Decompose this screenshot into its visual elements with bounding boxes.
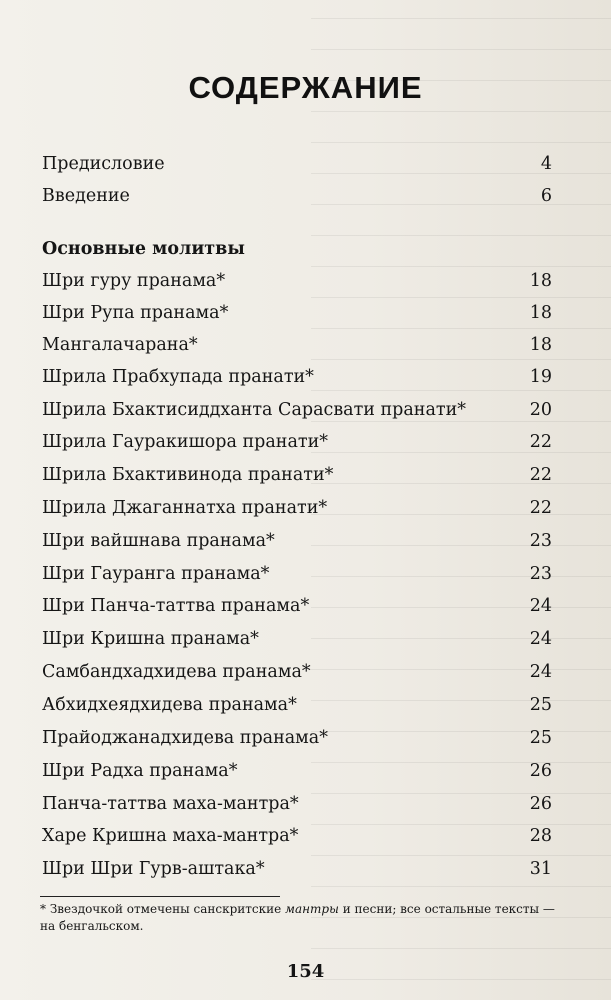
toc-page-number: 24 bbox=[529, 596, 552, 616]
footnote-text-end: и песни; все остальные тексты — на бенгальском. bbox=[40, 902, 555, 933]
toc-entry-label: Шри Радха пранама* bbox=[42, 761, 238, 781]
toc-entry-label: Предисловие bbox=[42, 154, 165, 174]
footnote-divider bbox=[40, 896, 280, 897]
toc-entry-label: Шрила Джаганнатха пранати* bbox=[42, 498, 328, 518]
footnote bbox=[40, 901, 565, 935]
toc-page-number: 28 bbox=[529, 826, 552, 846]
toc-page-number: 18 bbox=[529, 335, 552, 355]
toc-entry bbox=[42, 757, 562, 785]
toc-page-number: 25 bbox=[529, 728, 552, 748]
toc-entry bbox=[42, 428, 562, 456]
toc-entry bbox=[42, 822, 562, 850]
toc-page-number: 22 bbox=[529, 498, 552, 518]
toc-entry-label: Шри гуру пранама* bbox=[42, 271, 226, 291]
toc-entry-label: Харе Кришна маха-мантра* bbox=[42, 826, 299, 846]
toc-page-number: 25 bbox=[529, 695, 552, 715]
toc-entry-label: Шри Панча-таттва пранама* bbox=[42, 596, 310, 616]
toc-entry bbox=[42, 461, 562, 489]
toc-entry-label: Шри Кришна пранама* bbox=[42, 629, 259, 649]
toc-page-number: 24 bbox=[529, 662, 552, 682]
toc-page-number: 19 bbox=[529, 367, 552, 387]
toc-entry-label: Шри Шри Гурв-аштака* bbox=[42, 859, 265, 879]
toc-entry-label: Шрила Бхактивинода пранати* bbox=[42, 465, 334, 485]
toc-page-number: 18 bbox=[529, 303, 552, 323]
toc-entry bbox=[42, 527, 562, 555]
toc-page-number: 22 bbox=[529, 465, 552, 485]
toc-entry-label: Самбандхадхидева пранама* bbox=[42, 662, 311, 682]
toc-entry-label: Панча-таттва маха-мантра* bbox=[42, 794, 299, 814]
toc-entry-label: Шрила Бхактисиддханта Сарасвати пранати* bbox=[42, 400, 466, 420]
footnote-emphasis: мантры bbox=[285, 902, 339, 916]
toc-page-number: 23 bbox=[529, 531, 552, 551]
toc-entry-label: Введение bbox=[42, 186, 130, 206]
toc-entry bbox=[42, 267, 562, 295]
toc-page-number: 23 bbox=[529, 564, 552, 584]
toc-page-number: 6 bbox=[540, 186, 552, 206]
toc-page-number: 26 bbox=[529, 761, 552, 781]
toc-entry bbox=[42, 625, 562, 653]
footnote-text-start: * Звездочкой отмечены санскритские bbox=[40, 902, 286, 916]
toc-page-number: 26 bbox=[529, 794, 552, 814]
toc-entry bbox=[42, 855, 562, 883]
section-heading: Основные молитвы bbox=[42, 239, 245, 259]
toc-entry bbox=[42, 691, 562, 719]
toc-entry-label: Шрила Гауракишора пранати* bbox=[42, 432, 328, 452]
toc-page-number: 24 bbox=[529, 629, 552, 649]
toc-entry-label: Прайоджанадхидева пранама* bbox=[42, 728, 328, 748]
toc-entry bbox=[42, 299, 562, 327]
toc-page-number: 22 bbox=[529, 432, 552, 452]
toc-page-number: 18 bbox=[529, 271, 552, 291]
page-title: СОДЕРЖАНИЕ bbox=[188, 70, 423, 105]
toc-entry bbox=[42, 182, 562, 210]
toc-entry bbox=[42, 150, 562, 178]
toc-entry bbox=[42, 494, 562, 522]
toc-entry bbox=[42, 560, 562, 588]
toc-page-number: 31 bbox=[529, 859, 552, 879]
toc-entry-label: Шри Гауранга пранама* bbox=[42, 564, 270, 584]
toc-entry bbox=[42, 363, 562, 391]
toc-entry bbox=[42, 331, 562, 359]
toc-page-number: 4 bbox=[540, 154, 552, 174]
toc-entry bbox=[42, 790, 562, 818]
toc-page-number: 20 bbox=[529, 400, 552, 420]
toc-entry-label: Шри вайшнава пранама* bbox=[42, 531, 275, 551]
toc-entry-label: Шрила Прабхупада пранати* bbox=[42, 367, 314, 387]
toc-entry bbox=[42, 396, 562, 424]
toc-entry bbox=[42, 658, 562, 686]
toc-entry-label: Шри Рупа пранама* bbox=[42, 303, 229, 323]
page-number: 154 bbox=[286, 961, 325, 982]
toc-entry-label: Абхидхеядхидева пранама* bbox=[42, 695, 297, 715]
toc-entry bbox=[42, 592, 562, 620]
toc-entry bbox=[42, 724, 562, 752]
toc-entry-label: Мангалачарана* bbox=[42, 335, 198, 355]
